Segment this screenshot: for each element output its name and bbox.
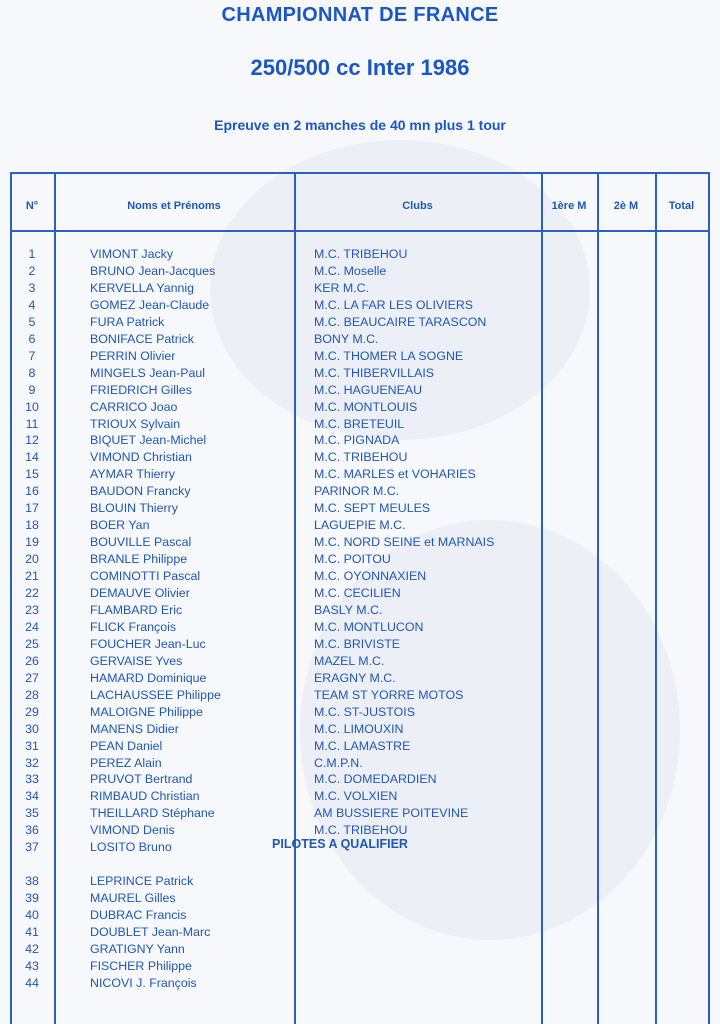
rider-number: 22 bbox=[25, 586, 39, 600]
rider-number: 34 bbox=[25, 789, 39, 804]
rider-name: PERRIN Olivier bbox=[90, 348, 176, 363]
rider-name: DEMAUVE Olivier bbox=[90, 586, 190, 600]
rider-name: THEILLARD Stéphane bbox=[90, 806, 215, 821]
rider-number: 37 bbox=[25, 840, 39, 855]
rider-number: 5 bbox=[28, 314, 36, 329]
rider-name: PEAN Daniel bbox=[90, 738, 163, 753]
rider-name: COMINOTTI Pascal bbox=[90, 569, 201, 583]
table-row bbox=[0, 924, 720, 941]
rider-number: 1 bbox=[28, 247, 36, 261]
rider-number: 7 bbox=[28, 348, 36, 363]
rider-club: M.C. PIGNADA bbox=[314, 433, 400, 448]
rider-name: AYMAR Thierry bbox=[90, 467, 175, 482]
rider-number: 10 bbox=[25, 399, 39, 414]
table-row bbox=[0, 416, 720, 433]
rider-club: M.C. VOLXIEN bbox=[314, 789, 398, 804]
rider-number: 14 bbox=[25, 450, 39, 465]
table-row bbox=[0, 500, 720, 517]
header-total: Total bbox=[668, 200, 695, 212]
rider-name: BLOUIN Thierry bbox=[90, 501, 178, 516]
rider-name: MINGELS Jean-Paul bbox=[90, 365, 206, 380]
rider-club: M.C. LA FAR LES OLIVIERS bbox=[314, 297, 474, 312]
rider-number: 2 bbox=[28, 263, 36, 278]
table-row bbox=[0, 941, 720, 958]
rider-name: BOER Yan bbox=[90, 518, 150, 533]
rider-club: PARINOR M.C. bbox=[314, 484, 400, 499]
rider-number: 17 bbox=[25, 501, 39, 516]
rider-club: M.C. Moselle bbox=[314, 263, 387, 278]
rider-number: 30 bbox=[25, 721, 39, 736]
header-first-heat: 1ère M bbox=[551, 200, 587, 212]
rider-name: GRATIGNY Yann bbox=[90, 941, 185, 956]
table-row bbox=[0, 721, 720, 738]
table-row bbox=[0, 432, 720, 449]
rider-name: KERVELLA Yannig bbox=[90, 280, 195, 295]
rider-number: 8 bbox=[28, 365, 36, 380]
rider-club: BONY M.C. bbox=[314, 331, 379, 346]
table-row bbox=[0, 314, 720, 331]
rider-number: 18 bbox=[25, 518, 39, 533]
table-row bbox=[0, 958, 720, 975]
rider-club: M.C. MARLES et VOHARIES bbox=[314, 467, 476, 482]
header-names: Noms et Prénoms bbox=[127, 200, 221, 212]
rider-club: M.C. TRIBEHOU bbox=[314, 247, 408, 261]
table-row bbox=[0, 246, 720, 263]
rider-name: TRIOUX Sylvain bbox=[90, 416, 181, 431]
rider-number: 25 bbox=[25, 636, 39, 651]
table-header-rule bbox=[10, 230, 710, 232]
rider-name: CARRICO Joao bbox=[90, 399, 178, 414]
rider-name: FURA Patrick bbox=[90, 314, 165, 329]
rider-number: 27 bbox=[25, 670, 39, 685]
rider-club: M.C. LAMASTRE bbox=[314, 738, 411, 753]
rider-name: BIQUET Jean-Michel bbox=[90, 433, 207, 448]
rider-name: VIMOND Christian bbox=[90, 450, 192, 465]
table-row bbox=[0, 873, 720, 890]
rider-club: M.C. LIMOUXIN bbox=[314, 721, 404, 736]
rider-number: 31 bbox=[25, 738, 39, 753]
header-number: N° bbox=[25, 200, 39, 212]
rider-number: 41 bbox=[25, 924, 39, 939]
rider-club: M.C. MONTLOUIS bbox=[314, 399, 418, 414]
rider-number: 40 bbox=[25, 907, 39, 922]
rider-name: MALOIGNE Philippe bbox=[90, 704, 203, 719]
table-row bbox=[0, 568, 720, 585]
table-row bbox=[0, 975, 720, 992]
rider-club: M.C. THOMER LA SOGNE bbox=[314, 348, 464, 363]
header-clubs: Clubs bbox=[402, 200, 433, 212]
rider-club: M.C. DOMEDARDIEN bbox=[314, 772, 437, 787]
rider-name: PRUVOT Bertrand bbox=[90, 772, 193, 787]
rider-number: 24 bbox=[25, 619, 39, 634]
rider-name: RIMBAUD Christian bbox=[90, 789, 200, 804]
rider-number: 32 bbox=[25, 755, 39, 770]
rider-name: PEREZ Alain bbox=[90, 755, 162, 770]
table-row bbox=[0, 534, 720, 551]
rider-club: M.C. THIBERVILLAIS bbox=[314, 365, 435, 380]
table-row bbox=[0, 890, 720, 907]
rider-name: NICOVI J. François bbox=[90, 975, 197, 990]
table-row bbox=[0, 585, 720, 602]
race-format-note: Epreuve en 2 manches de 40 mn plus 1 tour bbox=[214, 117, 506, 133]
rider-number: 20 bbox=[25, 552, 39, 567]
rider-club: M.C. HAGUENEAU bbox=[314, 382, 423, 397]
table-row bbox=[0, 365, 720, 382]
table-row bbox=[0, 670, 720, 687]
rider-number: 28 bbox=[25, 687, 39, 702]
table-row bbox=[0, 788, 720, 805]
rider-club: M.C. MONTLUCON bbox=[314, 619, 424, 634]
table-row bbox=[0, 636, 720, 653]
rider-name: BOUVILLE Pascal bbox=[90, 535, 192, 550]
table-row bbox=[0, 399, 720, 416]
rider-name: GERVAISE Yves bbox=[90, 653, 183, 668]
rider-club: C.M.P.N. bbox=[314, 755, 363, 770]
rider-name: BONIFACE Patrick bbox=[90, 331, 194, 346]
rider-name: GOMEZ Jean-Claude bbox=[90, 297, 210, 312]
qualify-section-heading: PILOTES A QUALIFIER bbox=[272, 837, 408, 851]
rider-name: MANENS Didier bbox=[90, 721, 179, 736]
table-row bbox=[0, 382, 720, 399]
rider-number: 39 bbox=[25, 890, 39, 905]
table-row bbox=[0, 297, 720, 314]
rider-name: LEPRINCE Patrick bbox=[90, 873, 194, 888]
table-row bbox=[0, 517, 720, 534]
table-top-rule bbox=[10, 172, 710, 174]
rider-number: 26 bbox=[25, 653, 39, 668]
rider-number: 16 bbox=[25, 484, 39, 499]
rider-name: DUBRAC Francis bbox=[90, 907, 187, 922]
page-title: CHAMPIONNAT DE FRANCE bbox=[221, 4, 499, 26]
rider-name: VIMONT Jacky bbox=[90, 247, 174, 261]
table-row bbox=[0, 449, 720, 466]
rider-club: KER M.C. bbox=[314, 280, 370, 295]
header-second-heat: 2è M bbox=[613, 200, 639, 212]
rider-club: M.C. NORD SEINE et MARNAIS bbox=[314, 535, 495, 550]
rider-name: FRIEDRICH Gilles bbox=[90, 382, 192, 397]
rider-name: FLAMBARD Eric bbox=[90, 603, 183, 617]
table-row bbox=[0, 704, 720, 721]
rider-club: ERAGNY M.C. bbox=[314, 670, 396, 685]
rider-club: M.C. POITOU bbox=[314, 552, 391, 567]
rider-club: MAZEL M.C. bbox=[314, 653, 385, 668]
rider-name: FISCHER Philippe bbox=[90, 958, 192, 973]
rider-name: HAMARD Dominique bbox=[90, 670, 207, 685]
rider-number: 21 bbox=[25, 569, 39, 583]
table-row bbox=[0, 755, 720, 772]
rider-name: VIMOND Denis bbox=[90, 823, 175, 838]
rider-name: MAUREL Gilles bbox=[90, 890, 176, 905]
table-row bbox=[0, 619, 720, 636]
rider-club: TEAM ST YORRE MOTOS bbox=[314, 687, 464, 702]
rider-name: BAUDON Francky bbox=[90, 484, 191, 499]
table-row bbox=[0, 907, 720, 924]
rider-number: 29 bbox=[25, 704, 39, 719]
rider-club: M.C. BRIVISTE bbox=[314, 636, 401, 651]
rider-number: 33 bbox=[25, 772, 39, 787]
table-row bbox=[0, 653, 720, 670]
rider-number: 9 bbox=[28, 382, 36, 397]
rider-name: BRUNO Jean-Jacques bbox=[90, 263, 216, 278]
table-row bbox=[0, 263, 720, 280]
table-row bbox=[0, 805, 720, 822]
table-row bbox=[0, 483, 720, 500]
rider-club: AM BUSSIERE POITEVINE bbox=[314, 806, 469, 821]
rider-club: M.C. TRIBEHOU bbox=[314, 450, 408, 465]
rider-number: 36 bbox=[25, 823, 39, 838]
rider-number: 11 bbox=[25, 416, 39, 431]
rider-club: M.C. ST-JUSTOIS bbox=[314, 704, 415, 719]
rider-club: M.C. TRIBEHOU bbox=[314, 823, 408, 838]
rider-number: 23 bbox=[25, 603, 39, 617]
table-row bbox=[0, 551, 720, 568]
rider-name: DOUBLET Jean-Marc bbox=[90, 924, 211, 939]
table-row bbox=[0, 602, 720, 619]
rider-number: 44 bbox=[25, 975, 39, 990]
rider-number: 42 bbox=[25, 941, 39, 956]
rider-club: LAGUEPIE M.C. bbox=[314, 518, 406, 533]
table-row bbox=[0, 687, 720, 704]
table-row bbox=[0, 348, 720, 365]
rider-number: 12 bbox=[25, 433, 39, 448]
rider-number: 35 bbox=[25, 806, 39, 821]
rider-number: 38 bbox=[25, 873, 39, 888]
table-row bbox=[0, 280, 720, 297]
rider-number: 3 bbox=[28, 280, 36, 295]
page-subtitle: 250/500 cc Inter 1986 bbox=[250, 55, 470, 80]
rider-club: M.C. SEPT MEULES bbox=[314, 501, 431, 516]
rider-number: 15 bbox=[25, 467, 39, 482]
rider-club: BASLY M.C. bbox=[314, 603, 383, 617]
rider-name: LOSITO Bruno bbox=[90, 840, 172, 855]
rider-club: M.C. OYONNAXIEN bbox=[314, 569, 427, 583]
rider-number: 6 bbox=[28, 331, 36, 346]
rider-club: M.C. BEAUCAIRE TARASCON bbox=[314, 314, 487, 329]
rider-number: 19 bbox=[25, 535, 39, 550]
rider-name: FOUCHER Jean-Luc bbox=[90, 636, 206, 651]
table-row bbox=[0, 331, 720, 348]
table-row bbox=[0, 738, 720, 755]
rider-club: M.C. BRETEUIL bbox=[314, 416, 405, 431]
rider-name: BRANLE Philippe bbox=[90, 552, 188, 567]
table-row bbox=[0, 771, 720, 788]
rider-club: M.C. CECILIEN bbox=[314, 586, 401, 600]
rider-name: FLICK François bbox=[90, 619, 177, 634]
rider-number: 43 bbox=[25, 958, 39, 973]
rider-number: 4 bbox=[28, 297, 36, 312]
table-row bbox=[0, 466, 720, 483]
rider-name: LACHAUSSEE Philippe bbox=[90, 687, 221, 702]
